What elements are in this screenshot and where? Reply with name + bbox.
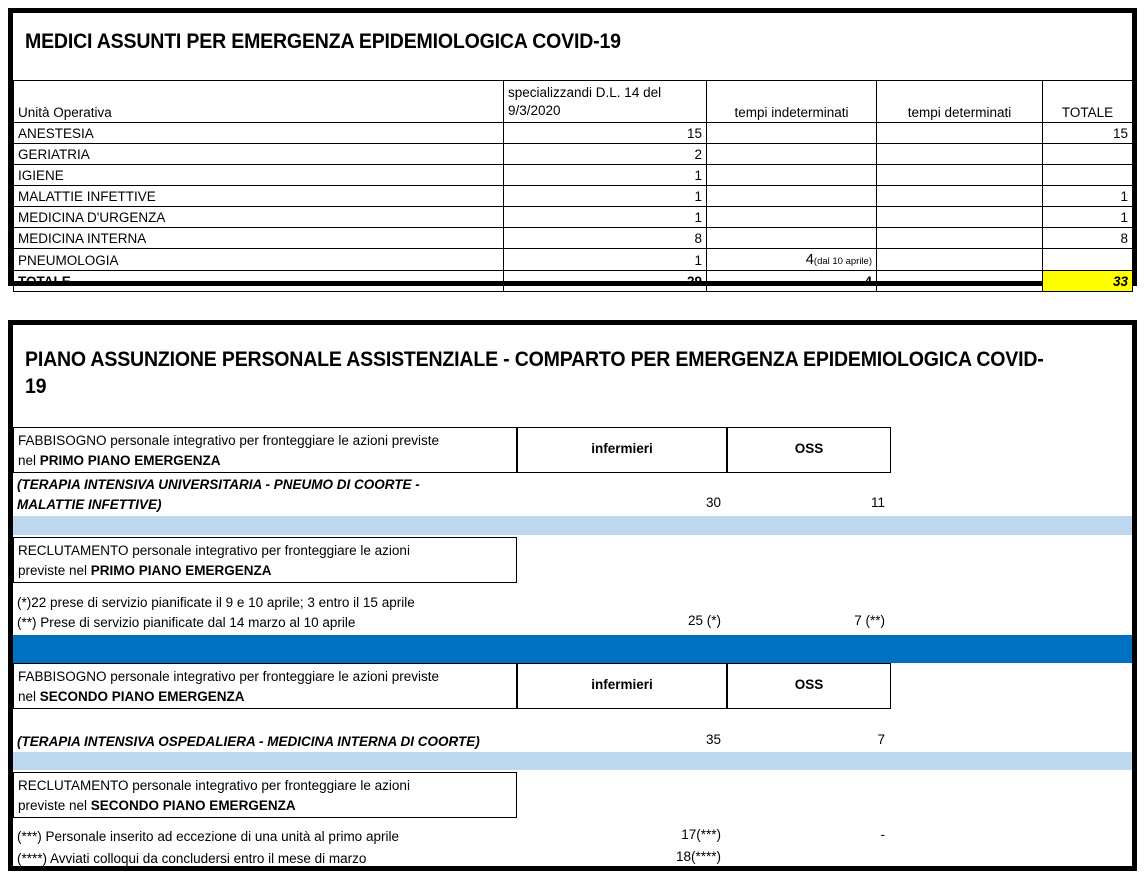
cell-unita: MEDICINA D'URGENZA (14, 207, 504, 228)
reclutamento-primo-infermieri: 25 (*) (687, 613, 721, 628)
cell-specializzandi: 2 (504, 144, 707, 165)
scope-primo-line1: (TERAPIA INTENSIVA UNIVERSITARIA - PNEUMO DI COORTE - (17, 477, 420, 492)
reclutamento-secondo-infermieri: 17(***) (681, 827, 721, 842)
cell-unita: MALATTIE INFETTIVE (14, 186, 504, 207)
table-row (14, 144, 1133, 165)
column-header-oss-secondo (727, 663, 891, 709)
cell-specializzandi: 15 (504, 123, 707, 144)
cell-totale (1043, 249, 1133, 271)
cell-unita-total: TOTALE (14, 271, 504, 292)
cell-unita: ANESTESIA (14, 123, 504, 144)
header-totale: TOTALE (1043, 81, 1133, 123)
cell-determinati (877, 249, 1043, 271)
reclutamento-secondo-rest: personale integrativo per fronteggiare le azioni (128, 778, 410, 793)
reclutamento-primo-line2-prefix: previste nel (18, 563, 91, 579)
table-row (14, 249, 1133, 271)
cell-grand-total: 33 (1043, 271, 1133, 292)
band-dark-separator (13, 635, 1132, 663)
column-header-infermieri-secondo (517, 663, 727, 709)
table-row (14, 207, 1133, 228)
medici-title: MEDICI ASSUNTI PER EMERGENZA EPIDEMIOLOGICA COVID-19 (25, 30, 621, 53)
cell-determinati (877, 207, 1043, 228)
cell-indeterminati (707, 186, 877, 207)
piano-title: PIANO ASSUNZIONE PERSONALE ASSISTENZIALE - COMPARTO PER EMERGENZA EPIDEMIOLOGICA COVID-19 (25, 348, 1044, 398)
scope-secondo-line1: (TERAPIA INTENSIVA OSPEDALIERA - MEDICINA INTERNA DI COORTE) (17, 734, 480, 749)
column-header-oss-primo-label: OSS (794, 441, 824, 457)
column-header-oss-primo (727, 427, 891, 473)
cell-determinati-total (877, 271, 1043, 292)
fabbisogno-primo-label-box (13, 427, 517, 473)
header-tempi-determinati: tempi determinati (877, 81, 1043, 123)
cell-totale: 1 (1043, 207, 1133, 228)
cell-determinati (877, 123, 1043, 144)
header-unita-operativa: Unità Operativa (14, 81, 504, 123)
cell-indeterminati (707, 165, 877, 186)
reclutamento-secondo-infermieri2: 18(****) (675, 849, 721, 864)
cell-specializzandi-total: 29 (504, 271, 707, 292)
cell-determinati (877, 165, 1043, 186)
table-row (14, 186, 1133, 207)
cell-totale: 8 (1043, 228, 1133, 249)
reclutamento-primo-prefix: RECLUTAMENTO (18, 543, 129, 558)
cell-totale: 1 (1043, 186, 1133, 207)
cell-indeterminati (707, 144, 877, 165)
cell-unita: MEDICINA INTERNA (14, 228, 504, 249)
medici-table (13, 80, 1133, 292)
fabbisogno-secondo-rest: personale integrativo per fronteggiare le azioni previste (106, 669, 439, 684)
cell-totale (1043, 165, 1133, 186)
reclutamento-primo-rest: personale integrativo per fronteggiare le azioni (128, 543, 410, 558)
fabbisogno-secondo-prefix: FABBISOGNO (18, 669, 107, 684)
medici-table-card (8, 8, 1137, 290)
fabbisogno-secondo-oss: 7 (877, 732, 885, 747)
reclutamento-secondo-line2-bold: SECONDO PIANO EMERGENZA (90, 798, 296, 814)
reclutamento-secondo-oss: - (880, 827, 885, 842)
medici-title-container (13, 13, 1132, 80)
band-light-secondo (13, 752, 1132, 770)
cell-totale (1043, 144, 1133, 165)
header-specializzandi: specializzandi D.L. 14 del 9/3/2020 (504, 81, 707, 123)
fabbisogno-primo-rest: personale integrativo per fronteggiare le azioni previste (106, 433, 439, 448)
piano-table-card (8, 320, 1137, 871)
reclutamento-secondo-prefix: RECLUTAMENTO (18, 778, 129, 793)
cell-indeterminati-value: 4 (805, 251, 814, 269)
fabbisogno-secondo-label-box (13, 663, 517, 709)
cell-totale: 15 (1043, 123, 1133, 144)
note-primo-2: (**) Prese di servizio pianificate dal 14 marzo al 10 aprile (17, 615, 356, 630)
cell-unita: GERIATRIA (14, 144, 504, 165)
cell-specializzandi: 1 (504, 165, 707, 186)
cell-specializzandi: 8 (504, 228, 707, 249)
reclutamento-primo-oss: 7 (**) (854, 613, 885, 628)
fabbisogno-primo-prefix: FABBISOGNO (18, 433, 107, 448)
medici-total-row (14, 271, 1133, 292)
medici-table-body (14, 123, 1133, 292)
fabbisogno-secondo-infermieri: 35 (705, 732, 721, 747)
column-header-oss-secondo-label: OSS (794, 677, 824, 693)
reclutamento-secondo-line2-prefix: previste nel (18, 798, 91, 814)
cell-specializzandi: 1 (504, 207, 707, 228)
column-header-infermieri-primo (517, 427, 727, 473)
table-row (14, 123, 1133, 144)
table-row (14, 228, 1133, 249)
reclutamento-secondo-label-box (13, 772, 517, 818)
medici-table-head (14, 81, 1133, 123)
column-header-infermieri-secondo-label: infermieri (591, 677, 653, 693)
cell-indeterminati (707, 228, 877, 249)
fabbisogno-primo-nel: nel (18, 453, 40, 469)
cell-specializzandi: 1 (504, 186, 707, 207)
reclutamento-primo-label-box (13, 537, 517, 583)
cell-unita: PNEUMOLOGIA (14, 249, 504, 271)
fabbisogno-primo-bold: PRIMO PIANO EMERGENZA (39, 453, 221, 469)
note-secondo-1: (***) Personale inserito ad eccezione di una unità al primo aprile (17, 829, 399, 844)
cell-indeterminati (707, 123, 877, 144)
cell-determinati (877, 144, 1043, 165)
note-primo-1: (*)22 prese di servizio pianificate il 9 e 10 aprile; 3 entro il 15 aprile (17, 595, 415, 610)
cell-determinati (877, 228, 1043, 249)
fabbisogno-secondo-bold: SECONDO PIANO EMERGENZA (39, 689, 245, 705)
cell-indeterminati-note: (dal 10 aprile) (813, 256, 872, 268)
piano-body (13, 427, 1132, 866)
cell-unita: IGIENE (14, 165, 504, 186)
band-light-primo (13, 516, 1132, 535)
fabbisogno-primo-infermieri: 30 (705, 495, 721, 510)
reclutamento-primo-line2-bold: PRIMO PIANO EMERGENZA (90, 563, 272, 579)
cell-indeterminati-total: 4 (707, 271, 877, 292)
scope-primo-line2: MALATTIE INFETTIVE) (17, 497, 162, 512)
note-secondo-2: (****) Avviati colloqui da concludersi entro il mese di marzo (17, 851, 367, 866)
cell-specializzandi: 1 (504, 249, 707, 271)
fabbisogno-primo-oss: 11 (870, 495, 885, 510)
cell-indeterminati (707, 207, 877, 228)
fabbisogno-secondo-nel: nel (18, 689, 40, 705)
column-header-infermieri-primo-label: infermieri (591, 441, 653, 457)
header-tempi-indeterminati: tempi indeterminati (707, 81, 877, 123)
table-row (14, 165, 1133, 186)
cell-determinati (877, 186, 1043, 207)
medici-header-row (14, 81, 1133, 123)
piano-title-container (13, 325, 1132, 427)
cell-indeterminati (707, 249, 877, 271)
